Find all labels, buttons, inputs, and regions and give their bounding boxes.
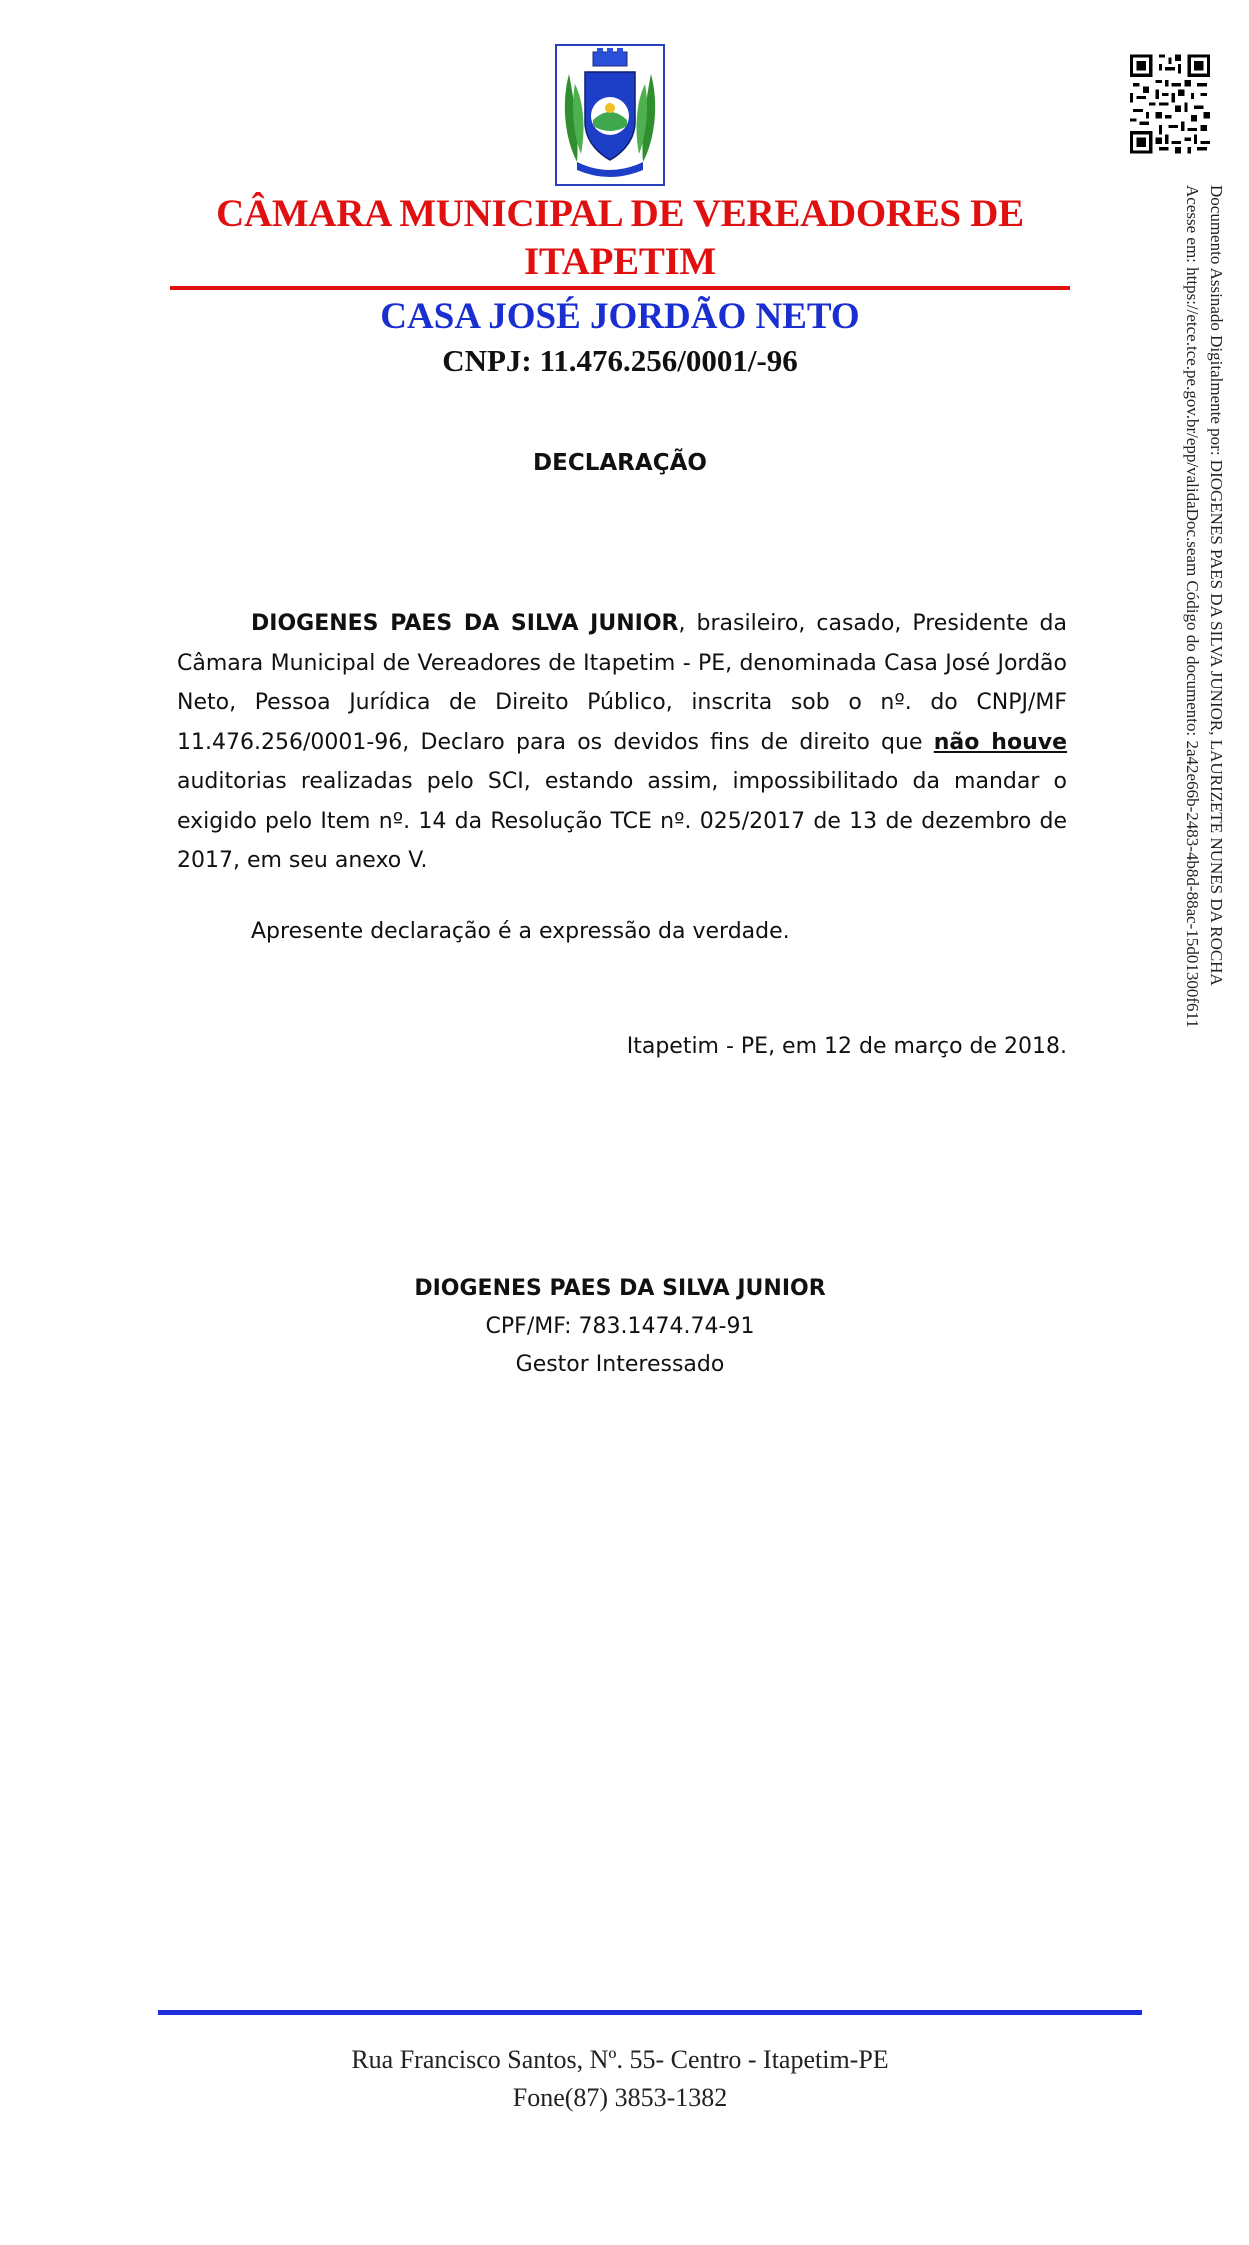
- signatory-cpf: CPF/MF: 783.1474.74-91: [485, 1314, 755, 1339]
- footer-address: Rua Francisco Santos, Nº. 55- Centro - Itapetim-PE: [351, 2045, 889, 2074]
- municipal-coat-of-arms: [555, 44, 665, 186]
- closing-statement: Apresente declaração é a expressão da verdade.: [251, 919, 790, 944]
- declaration-body: [177, 604, 1067, 881]
- qr-code-icon: [1130, 54, 1210, 154]
- org-cnpj: CNPJ: 11.476.256/0001/-96: [442, 343, 798, 378]
- signatory-name: DIOGENES PAES DA SILVA JUNIOR: [414, 1276, 826, 1301]
- digital-signature-line-2: Acesse em: https://etce.tce.pe.gov.br/epp/validaDoc.seam Código do documento: 2a42e66b-2483-4b8d-88ac-15d01300f611: [1183, 185, 1202, 1028]
- footer-divider: [158, 2010, 1142, 2015]
- body-emphasis: não houve: [933, 729, 1068, 755]
- footer-phone: Fone(87) 3853-1382: [512, 2083, 728, 2112]
- footer: [170, 2041, 1070, 2117]
- digital-signature-line-1: Documento Assinado Digitalmente por: DIOGENES PAES DA SILVA JUNIOR, LAURIZETE NUNES DA ROCHA: [1207, 185, 1226, 986]
- digital-signature-stamp: [1168, 185, 1228, 1245]
- declarant-name: DIOGENES PAES DA SILVA JUNIOR: [251, 611, 679, 636]
- letterhead: [170, 190, 1070, 380]
- body-part-1: , brasileiro, casado, Presidente da Câmara Municipal de Vereadores de Itapetim - PE, denominada Casa José Jordão Neto, Pessoa Jurídica de Direito Público, inscrita sob o nº. do CNPJ/MF 11.476.256/0001-96, Declaro para os devidos fins de direito que: [177, 611, 1067, 755]
- signatory-role: Gestor Interessado: [515, 1352, 725, 1377]
- document-title: DECLARAÇÃO: [533, 450, 707, 476]
- place-date: Itapetim - PE, em 12 de março de 2018.: [626, 1034, 1067, 1059]
- body-part-2: auditorias realizadas pelo SCI, estando assim, impossibilitado da mandar o exigido pelo Item nº. 14 da Resolução TCE nº. 025/2017 de 13 de dezembro de 2017, em seu anexo V.: [177, 769, 1067, 873]
- house-name: CASA JOSÉ JORDÃO NETO: [380, 296, 860, 337]
- signature-block: [170, 1270, 1070, 1384]
- org-name: CÂMARA MUNICIPAL DE VEREADORES DE ITAPETIM: [170, 190, 1070, 290]
